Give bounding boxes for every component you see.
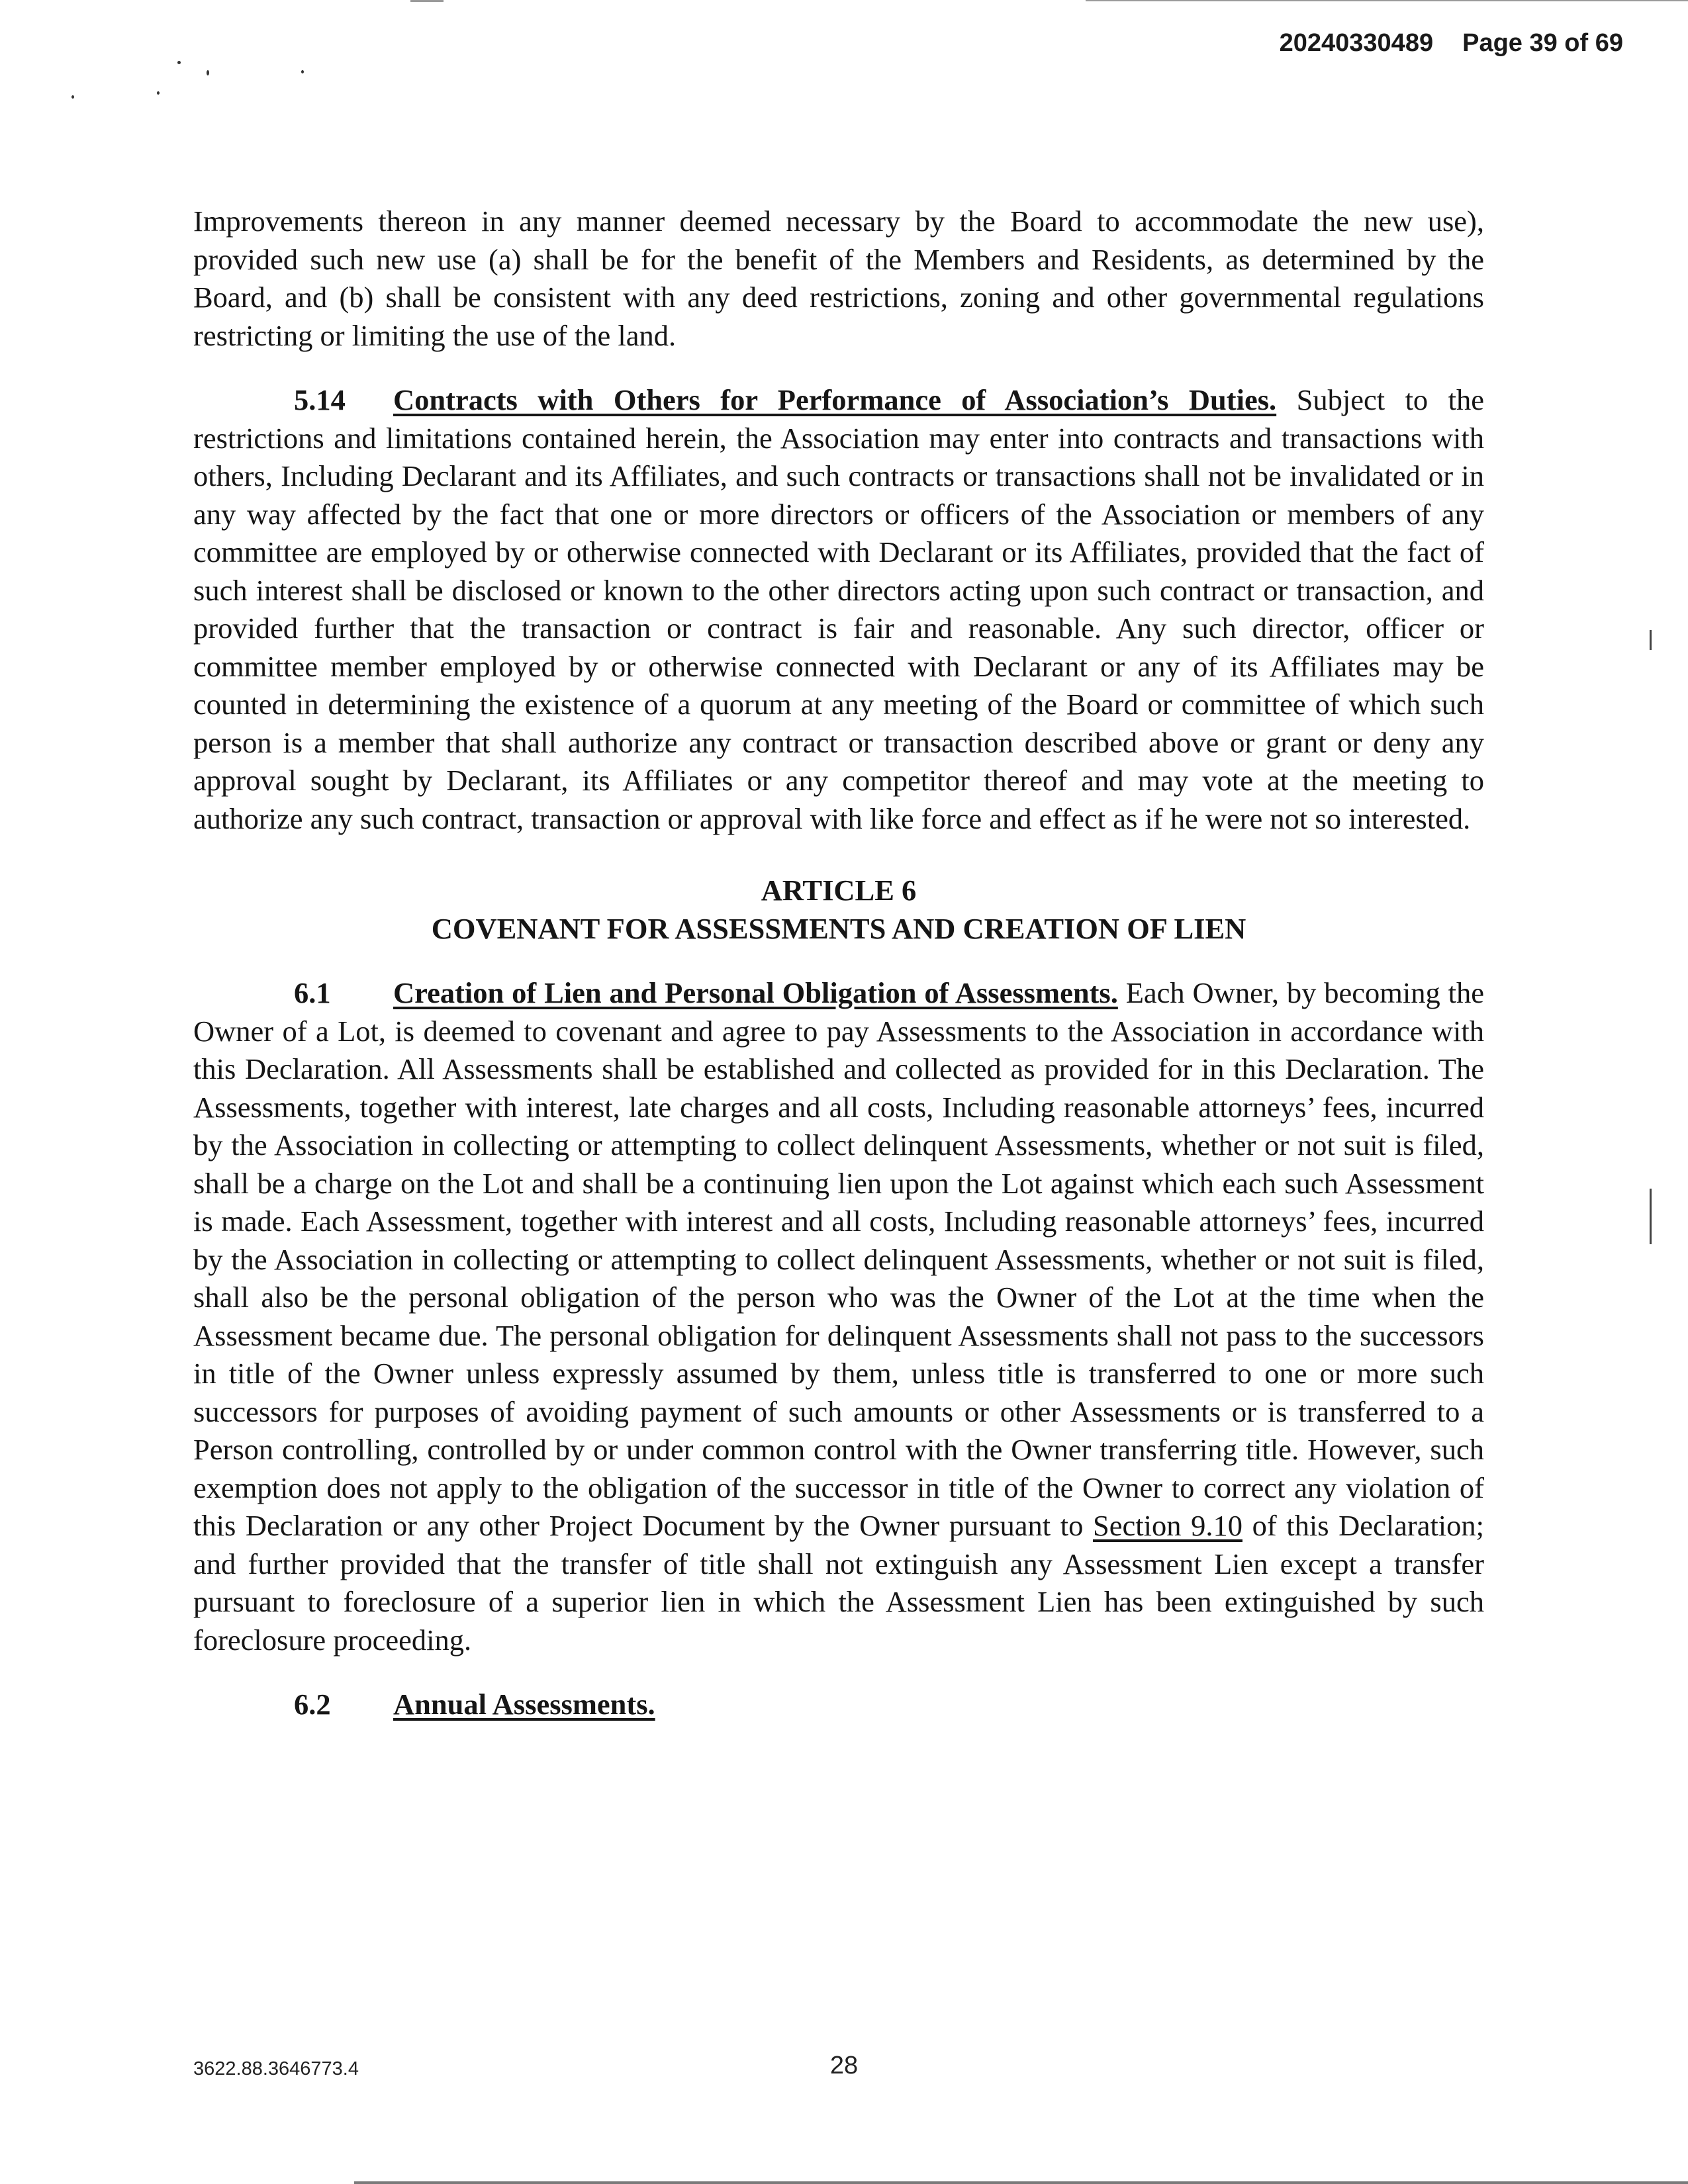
footer-page-number: 28	[829, 2052, 859, 2079]
scan-speck	[301, 70, 304, 73]
article-title: COVENANT FOR ASSESSMENTS AND CREATION OF LIEN	[431, 912, 1246, 945]
section-text-continued: of this Declaration; and further provided that the transfer of title shall not extinguish any Assessment Lien except a transfer pursuant to foreclosure of a superior lien in which the Assessment Lien has been extinguished by such foreclosure proceeding.	[193, 1509, 1485, 1657]
document-body	[193, 203, 1484, 1724]
scan-bottom-rule	[354, 2181, 1688, 2184]
article-label: ARTICLE 6	[761, 874, 917, 907]
continuation-paragraph: Improvements thereon in any manner deemed necessary by the Board to accommodate the new use), provided such new use (a) shall be for the benefit of the Members and Residents, as determined by the Board, and (b) shall be consistent with any deed restrictions, zoning and other governmental regulations restricting or limiting the use of the land.	[193, 205, 1484, 352]
footer-document-id: 3622.88.3646773.4	[193, 2058, 359, 2079]
recording-header	[1280, 29, 1623, 58]
margin-mark	[1650, 630, 1652, 650]
scan-top-rule	[410, 0, 444, 2]
section-text: Subject to the restrictions and limitations contained herein, the Association may enter into contracts and transactions with others, Including Declarant and its Affiliates, and such contracts or transactions shall not be invalidated or in any way affected by the fact that one or more directors or officers of the Association or members of any committee are employed by or otherwise connected with Declarant or its Affiliates, provided that the fact of such interest shall be disclosed or known to the other directors acting upon such contract or transaction, and provided further that the transaction or contract is fair and reasonable. Any such director, officer or committee member employed by or otherwise connected with Declarant or any of its Affiliates may be counted in determining the existence of a quorum at any meeting of the Board or committee of which such person is a member that shall authorize any contract or transaction described above or grant or deny any approval sought by Declarant, its Affiliates or any competitor thereof and may vote at the meeting to authorize any such contract, transaction or approval with like force and effect as if he were not so interested.	[193, 383, 1485, 835]
section-title: Contracts with Others for Performance of Association’s Duties.	[393, 383, 1277, 416]
section-number: 5.14	[294, 383, 346, 416]
section-title: Creation of Lien and Personal Obligation of Assessments.	[393, 976, 1118, 1009]
section-cross-reference: Section 9.10	[1093, 1509, 1243, 1542]
article-heading	[193, 871, 1484, 948]
scan-speck	[71, 95, 74, 99]
recording-page-label: Page 39 of 69	[1462, 29, 1623, 57]
margin-mark	[1650, 1189, 1652, 1244]
section-6-1-paragraph	[193, 974, 1484, 1659]
section-number: 6.2	[294, 1688, 331, 1721]
section-6-2-heading	[193, 1686, 1484, 1724]
scan-top-rule	[1086, 0, 1688, 1]
scan-speck	[207, 70, 209, 75]
section-text: Each Owner, by becoming the Owner of a Lot, is deemed to covenant and agree to pay Assessments to the Association in accordance with this Declaration. All Assessments shall be established and collected as provided for in this Declaration. The Assessments, together with interest, late charges and all costs, Including reasonable attorneys’ fees, incurred by the Association in collecting or attempting to collect delinquent Assessments, whether or not suit is filed, shall be a charge on the Lot and shall be a continuing lien upon the Lot against which each such Assessment is made. Each Assessment, together with interest and all costs, Including reasonable attorneys’ fees, incurred by the Association in collecting or attempting to collect delinquent Assessments, whether or not suit is filed, shall also be the personal obligation of the person who was the Owner of the Lot at the time when the Assessment became due. The personal obligation for delinquent Assessments shall not pass to the successors in title of the Owner unless expressly assumed by them, unless title is transferred to one or more such successors for purposes of avoiding payment of such amounts or other Assessments or is transferred to a Person controlling, controlled by or under common control with the Owner transferring title. However, such exemption does not apply to the obligation of the successor in title of the Owner to correct any violation of this Declaration or any other Project Document by the Owner pursuant to	[193, 976, 1485, 1542]
scan-speck	[157, 91, 160, 95]
recording-document-number: 20240330489	[1279, 29, 1434, 57]
section-title: Annual Assessments.	[393, 1688, 655, 1721]
scan-speck	[177, 61, 181, 64]
section-5-14-paragraph	[193, 381, 1484, 838]
section-number: 6.1	[294, 976, 331, 1009]
